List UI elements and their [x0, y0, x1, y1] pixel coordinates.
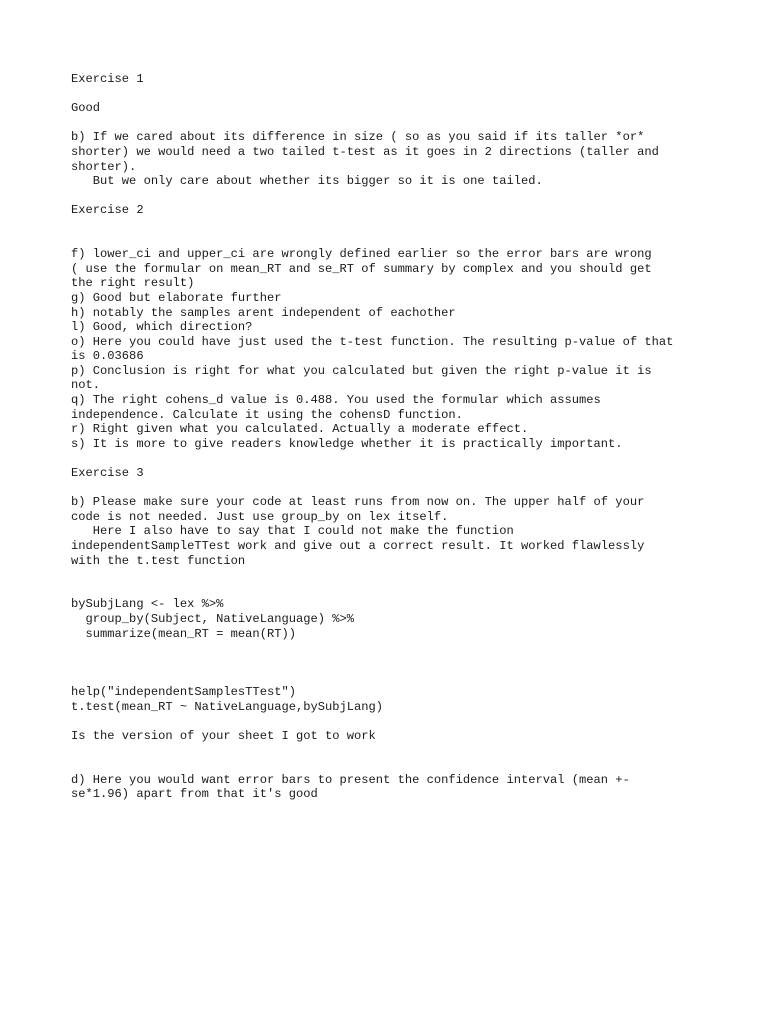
text-line: Exercise 3 [71, 466, 144, 481]
text-line: o) Here you could have just used the t-test function. The resulting p-value of that [71, 334, 674, 349]
text-line: independentSampleTTest work and give out a correct result. It worked flawlessly [71, 539, 645, 553]
text-line: Here I also have to say that I could not make the function [71, 524, 514, 539]
text-line: Good [71, 101, 101, 116]
blank-line [71, 758, 721, 773]
text-line: shorter) we would need a two tailed t-test as it goes in 2 directions (taller and [71, 144, 659, 159]
blank-line [71, 714, 721, 729]
text-line: b) If we cared about its difference in size ( so as you said if its taller *or* [71, 130, 645, 145]
text-line: shorter). [71, 159, 137, 174]
text-line: b) Please make sure your code at least runs from now on. The upper half of your [71, 495, 645, 510]
text-line: h) notably the samples arent independent of eachother [71, 305, 456, 320]
text-line: group_by(Subject, NativeLanguage) %>% [71, 611, 355, 626]
text-line: Is the version of your sheet I got to work [71, 728, 376, 743]
blank-line [71, 670, 721, 685]
text-line: independence. Calculate it using the cohensD function. [71, 407, 463, 422]
text-line: se*1.96) apart from that it's good [71, 787, 318, 802]
blank-line [71, 233, 721, 248]
text-line: But we only care about whether its bigger so it is one tailed. [71, 174, 543, 189]
text-line: p) Conclusion is right for what you calculated but given the right p-value it is [71, 363, 652, 378]
text-line: s) It is more to give readers knowledge whether it is practically important. [71, 436, 623, 451]
text-line: ( use the formular on mean_RT and se_RT of summary by complex and you should get [71, 261, 652, 276]
text-line: is 0.03686 [71, 349, 144, 364]
blank-line [71, 218, 721, 233]
text-line: with the t.test function [71, 553, 246, 568]
blank-line [71, 568, 721, 583]
document-body [71, 72, 721, 802]
blank-line [71, 743, 721, 758]
blank-line [71, 656, 721, 671]
text-line: Exercise 2 [71, 203, 144, 218]
text-line: the right result) [71, 276, 195, 291]
blank-line [71, 87, 721, 102]
text-line: g) Good but elaborate further [71, 290, 282, 305]
text-line: Exercise 1 [71, 72, 144, 86]
text-line: q) The right cohens_d value is 0.488. You used the formular which assumes [71, 393, 601, 408]
text-line: l) Good, which direction? [71, 320, 253, 335]
blank-line [71, 451, 721, 466]
text-line: d) Here you would want error bars to present the confidence interval (mean +- [71, 772, 630, 787]
text-line: summarize(mean_RT = mean(RT)) [71, 626, 296, 641]
text-line: help("independentSamplesTTest") [71, 684, 296, 699]
text-line: not. [71, 378, 101, 393]
text-line: t.test(mean_RT ~ NativeLanguage,bySubjLang) [71, 699, 384, 714]
text-line: bySubjLang <- lex %>% [71, 597, 224, 612]
text-line: code is not needed. Just use group_by on lex itself. [71, 509, 449, 524]
blank-line [71, 481, 721, 496]
blank-line [71, 189, 721, 204]
text-line: f) lower_ci and upper_ci are wrongly defined earlier so the error bars are wrong [71, 247, 652, 262]
text-line: r) Right given what you calculated. Actually a moderate effect. [71, 422, 529, 437]
blank-line [71, 116, 721, 131]
blank-line [71, 583, 721, 598]
blank-line [71, 641, 721, 656]
